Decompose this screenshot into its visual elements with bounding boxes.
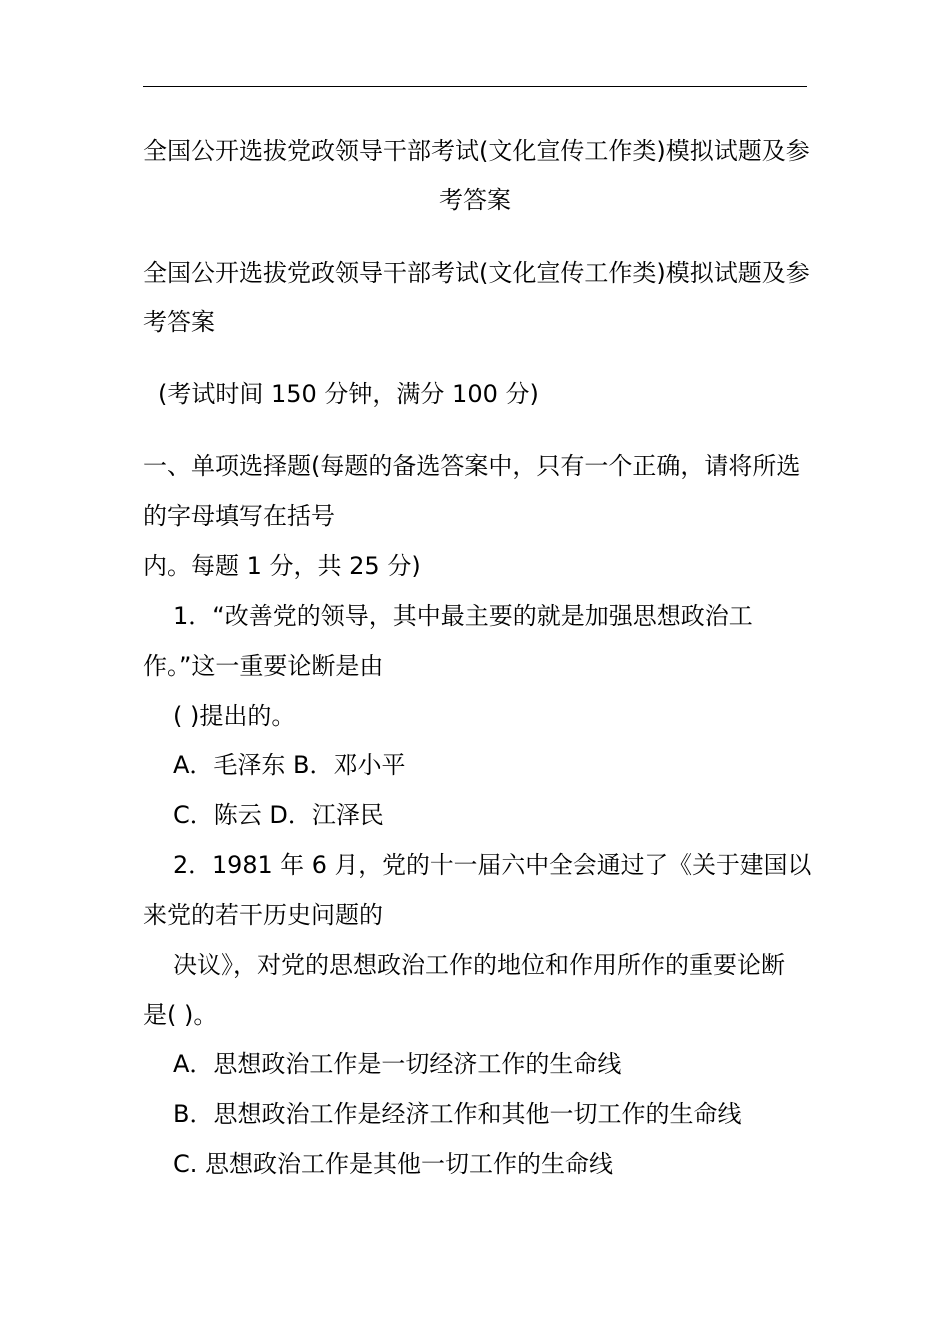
document-title-line-2: 考答案 bbox=[439, 186, 511, 214]
question-1-options-cd: C．陈云 D．江泽民 bbox=[173, 801, 384, 829]
question-1-options-ab: A．毛泽东 B．邓小平 bbox=[173, 751, 406, 779]
question-2-line-4: 是( )。 bbox=[143, 1001, 218, 1029]
question-2-line-2: 来党的若干历史问题的 bbox=[143, 901, 383, 929]
section-heading-line-3: 内。每题 1 分，共 25 分) bbox=[143, 552, 421, 580]
question-2-line-1: 2．1981 年 6 月，党的十一届六中全会通过了《关于建国以 bbox=[173, 851, 812, 879]
document-title-line-1: 全国公开选拔党政领导干部考试(文化宣传工作类)模拟试题及参 bbox=[143, 137, 810, 165]
section-heading-line-1: 一、单项选择题(每题的备选答案中，只有一个正确，请将所选 bbox=[143, 452, 801, 480]
question-1-line-3: ( )提出的。 bbox=[173, 702, 296, 730]
exam-info: (考试时间 150 分钟，满分 100 分) bbox=[158, 380, 539, 408]
question-1-line-2: 作。”这一重要论断是由 bbox=[143, 652, 384, 680]
subtitle-line-1: 全国公开选拔党政领导干部考试(文化宣传工作类)模拟试题及参 bbox=[143, 259, 810, 287]
question-1-line-1: 1．“改善党的领导，其中最主要的就是加强思想政治工 bbox=[173, 602, 753, 630]
question-2-option-c: C. 思想政治工作是其他一切工作的生命线 bbox=[173, 1150, 614, 1178]
header-rule bbox=[143, 86, 807, 87]
question-2-line-3: 决议》，对党的思想政治工作的地位和作用所作的重要论断 bbox=[173, 951, 785, 979]
subtitle-line-2: 考答案 bbox=[143, 308, 215, 336]
section-heading-line-2: 的字母填写在括号 bbox=[143, 502, 335, 530]
question-2-option-b: B．思想政治工作是经济工作和其他一切工作的生命线 bbox=[173, 1100, 742, 1128]
question-2-option-a: A．思想政治工作是一切经济工作的生命线 bbox=[173, 1050, 622, 1078]
